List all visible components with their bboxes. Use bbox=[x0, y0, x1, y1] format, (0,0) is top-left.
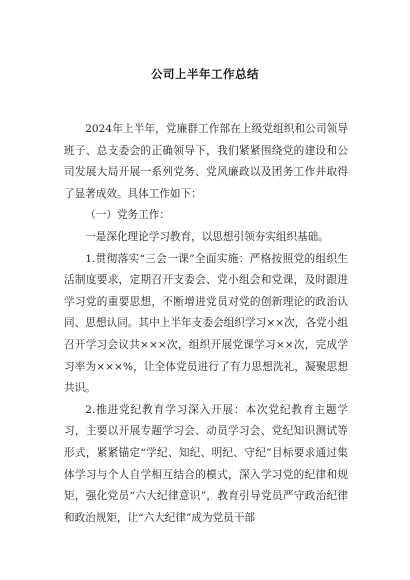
section-heading-party-work: （一）党务工作： bbox=[85, 209, 170, 222]
point-one-paragraph: 一是深化理论学习教育，以思想引领夯实组织基础。 bbox=[85, 230, 329, 243]
intro-paragraph: 2024年上半年，党廉群工作部在上级党组织和公司领导班子、总支委会的正确领导下，我们紧紧围绕党的建设和公司发展大局开展一系列党务、党风廉政以及团务工作并取得了显著成效。具体工作如下： bbox=[64, 123, 348, 200]
document-body bbox=[64, 119, 348, 529]
item-two-paragraph: 2.推进党纪教育学习深入开展：本次党纪教育主题学习，主要以开展专题学习会、动员学习会、党纪知识测试等形式，紧紧锚定“学纪、知纪、明纪、守纪”目标要求通过集体学习与个人自学相互结合的模式，深入学习党的纪律和规矩，强化党员“六大纪律意识”，教育引导党员严守政治纪律和政治规矩，让“六大纪律”成为党员干部 bbox=[64, 403, 348, 524]
document-title: 公司上半年工作总结 bbox=[151, 67, 259, 81]
item-one-paragraph: 1.贯彻落实“三会一课”全面实施：严格按照党的组织生活制度要求，定期召开支委会、党小组会和党课，及时跟进学习党的重要思想，不断增进党员对党的创新理论的政治认同、思想认同。其中上半年支委会组织学习××次，各党小组召开学习会议共×××次，组织开展党课学习××次，完成学习率为×××%，让全体党员进行了有力思想洗礼，凝聚思想共识。 bbox=[64, 252, 348, 395]
